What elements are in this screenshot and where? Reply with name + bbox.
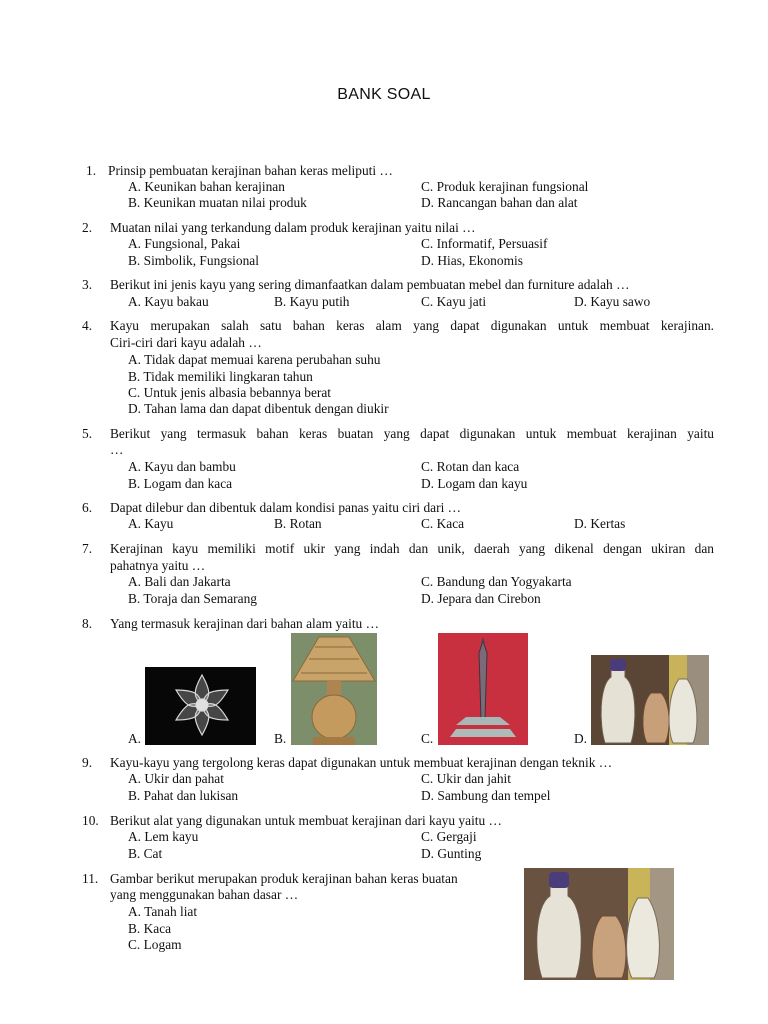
option-d[interactable]: D. Rancangan bahan dan alat	[421, 195, 578, 210]
mosaic-vases-icon	[524, 868, 674, 980]
question-number: 5.	[82, 426, 93, 441]
question-stem-line-2: pahatnya yaitu …	[110, 558, 206, 573]
option-d[interactable]: D. Jepara dan Cirebon	[421, 591, 541, 606]
question-stem: Yang termasuk kerajinan dari bahan alam yaitu …	[110, 616, 379, 631]
option-a[interactable]: A. Kayu bakau	[128, 294, 209, 309]
option-a[interactable]: A. Ukir dan pahat	[128, 771, 224, 786]
option-d[interactable]: D. Hias, Ekonomis	[421, 253, 523, 268]
option-a[interactable]: A. Tidak dapat memuai karena perubahan suhu	[128, 352, 381, 367]
option-a[interactable]: A. Fungsional, Pakai	[128, 236, 241, 251]
question-stem: Muatan nilai yang terkandung dalam produk kerajinan yaitu nilai …	[110, 220, 476, 235]
option-d[interactable]: D. Logam dan kayu	[421, 476, 528, 491]
option-d[interactable]: D. Sambung dan tempel	[421, 788, 551, 803]
option-b[interactable]: B. Rotan	[274, 516, 322, 531]
question-number: 4.	[82, 318, 93, 333]
option-c[interactable]: C. Kaca	[421, 516, 465, 531]
option-a[interactable]: A. Lem kayu	[128, 829, 199, 844]
question-stem: Berikut alat yang digunakan untuk membuat kerajinan dari kayu yaitu …	[110, 813, 502, 828]
option-a[interactable]: A. Tanah liat	[128, 904, 198, 919]
option-c[interactable]: C. Ukir dan jahit	[421, 771, 512, 786]
question-stem-line-1: Kayu merupakan salah satu bahan keras alam yang dapat digunakan untuk membuat kerajinan.	[110, 318, 714, 333]
question-stem-line-1: Berikut yang termasuk bahan keras buatan yang dapat digunakan untuk membuat kerajinan yaitu	[110, 426, 714, 441]
option-a[interactable]: A. Keunikan bahan kerajinan	[128, 179, 285, 194]
question-number: 9.	[82, 755, 93, 770]
question-number: 1.	[86, 163, 97, 178]
option-d[interactable]: D. Tahan lama dan dapat dibentuk dengan diukir	[128, 401, 389, 416]
question-number: 6.	[82, 500, 93, 515]
question-stem-line-1: Gambar berikut merupakan produk kerajinan bahan keras buatan	[110, 871, 458, 886]
option-d[interactable]: D. Kayu sawo	[574, 294, 651, 309]
mosaic-vases-icon[interactable]	[591, 655, 709, 745]
question-stem-line-2: Ciri-ciri dari kayu adalah …	[110, 335, 262, 350]
silver-filigree-flower-icon[interactable]	[145, 667, 256, 745]
option-b[interactable]: B. Kayu putih	[274, 294, 350, 309]
option-a-label[interactable]: A.	[128, 731, 142, 746]
question-stem-line-2: yang menggunakan bahan dasar …	[110, 887, 299, 902]
option-a[interactable]: A. Kayu	[128, 516, 174, 531]
option-a[interactable]: A. Bali dan Jakarta	[128, 574, 231, 589]
option-b[interactable]: B. Logam dan kaca	[128, 476, 233, 491]
option-c[interactable]: C. Logam	[128, 937, 182, 952]
option-b[interactable]: B. Pahat dan lukisan	[128, 788, 239, 803]
question-stem: Dapat dilebur dan dibentuk dalam kondisi panas yaitu ciri dari …	[110, 500, 462, 515]
question-stem: Prinsip pembuatan kerajinan bahan keras meliputi …	[108, 163, 393, 178]
option-c[interactable]: C. Untuk jenis albasia bebannya berat	[128, 385, 332, 400]
option-b[interactable]: B. Cat	[128, 846, 163, 861]
rattan-lamp-icon[interactable]	[291, 633, 377, 745]
question-stem: Berikut ini jenis kayu yang sering dimanfaatkan dalam pembuatan mebel dan furniture adalah …	[110, 277, 630, 292]
option-c[interactable]: C. Informatif, Persuasif	[421, 236, 548, 251]
question-number: 7.	[82, 541, 93, 556]
question-stem-line-2: …	[110, 442, 124, 457]
option-c-label[interactable]: C.	[421, 731, 434, 746]
question-stem: Kayu-kayu yang tergolong keras dapat digunakan untuk membuat kerajinan dengan teknik …	[110, 755, 613, 770]
option-d[interactable]: D. Kertas	[574, 516, 626, 531]
option-b[interactable]: B. Tidak memiliki lingkaran tahun	[128, 369, 313, 384]
question-number: 8.	[82, 616, 93, 631]
option-c[interactable]: C. Produk kerajinan fungsional	[421, 179, 589, 194]
question-number: 10.	[82, 813, 99, 828]
glass-tower-miniature-icon[interactable]	[438, 633, 528, 745]
option-c[interactable]: C. Rotan dan kaca	[421, 459, 520, 474]
option-c[interactable]: C. Kayu jati	[421, 294, 487, 309]
option-c[interactable]: C. Bandung dan Yogyakarta	[421, 574, 572, 589]
option-b[interactable]: B. Toraja dan Semarang	[128, 591, 257, 606]
option-b[interactable]: B. Simbolik, Fungsional	[128, 253, 259, 268]
option-b[interactable]: B. Keunikan muatan nilai produk	[128, 195, 307, 210]
page-title: BANK SOAL	[337, 86, 431, 103]
option-d[interactable]: D. Gunting	[421, 846, 482, 861]
question-number: 11.	[82, 871, 99, 886]
question-stem-line-1: Kerajinan kayu memiliki motif ukir yang indah dan unik, daerah yang dikenal dengan ukiran dan	[110, 541, 714, 556]
question-number: 3.	[82, 277, 93, 292]
option-a[interactable]: A. Kayu dan bambu	[128, 459, 236, 474]
option-b-label[interactable]: B.	[274, 731, 287, 746]
option-b[interactable]: B. Kaca	[128, 921, 172, 936]
option-d-label[interactable]: D.	[574, 731, 588, 746]
question-number: 2.	[82, 220, 93, 235]
option-c[interactable]: C. Gergaji	[421, 829, 477, 844]
